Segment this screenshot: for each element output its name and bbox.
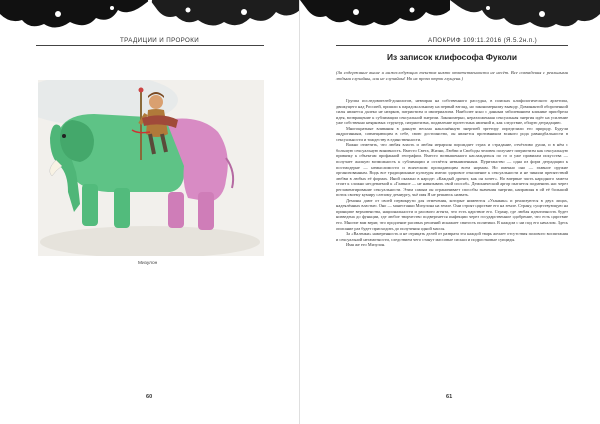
article-body — [336, 98, 568, 248]
article-title: Из записок клифософа Фуколи — [386, 52, 518, 62]
header-rule-left — [36, 45, 264, 46]
running-head-right: АПОКРИФ 109:11.2016 (Я.5.2н.п.) — [428, 37, 538, 44]
page-number-left: 60 — [146, 394, 153, 400]
body-paragraph: Группа исследователей-донологов, невзирая на собственного рассудка, в поисках клифологического архетипа, движущего над Россией, пришли к парадоксальному на первый взгляд, но закономерному выводу. Доминантой обороченной силы является далеко не неарков, патриотизм и империализм. Наиболее ясно с данным заболеванием клинике приобрела идея, возвращение к сублимации сексуальной энергии. Закономерно, неразложенная сексуальная энергия идёт на усиление уже собственно неярковых структур, патриотизма, подавление протестных явлений и, как следствие, общую деградацию. — [336, 98, 568, 126]
body-paragraph-closing: Имя же его Мизулон. — [346, 242, 386, 248]
body-paragraph: Важно отметить, что любая власть и любая иерархия порождает страх и страдание, отчётливо души, и в нём с большую сексуальную виновность. Вместо Света, Жизни, Любви и Свободы человек получает патриотизм как сексуальную привязку к объектам профанной географии. Вместо возвышенного наслаждаться по го и уже правилам искусства — получает жалкую возможность к сублимации и остаётся невыявленным. Пуританство — одна из форм деградации к постмодерне — немыслимости и всяческим пропадающим всем нормам. Но именно оно — главное оружие организованным. Видь все традиционные культуры имели здоровое отношение к сексуальности и не чинили препятствий любви в любых её формах. Иной оказано в народе: «Каждый дрочит, как он хочет». Но впервые часть народного замета стоит к сложно несдеваемой к «Главное — не навязывать свой способ». Демонический аргор пытается подменить нас через регламентирование сексуальности. Этим самым он ограничивает способы значения энергии, направляя в ой её больший поток своему кумиру слепому демиургу, чьё имя Я не решаюсь назвать. — [336, 142, 568, 198]
body-paragraph: Многократные вливания в данную весьма наклонённую энергией эргетору определили его природу. Будучи андрогинным, совмещающим в себе, свою достоинство, он является противником всякого рода равнодбальности в сексуальности и тождеству в единственности. — [336, 125, 568, 142]
header-rule-right — [336, 45, 568, 46]
left-corner-ornament — [0, 0, 300, 32]
body-paragraph: Демоны дают от своей первокрути для отмечения, которые нимеются «Уханкин» и реализуются в двух лицах, надеялённых властью. Оно — манестанки Мизулона на земле. Они строят царствие его на земле. Страну, существующую на принципе верховенства, национальности и расового агента, что есть царствие его. Страну, где любая идентичность будет низведена до функции, где любое творчество подвергнется инфекции через государственное одобрение, что есть царствие его. Многие вам верят, что продление расовых решений искажает святость политики. В каждом с ни под его началом. Здесь описание раз будет присходить до получения одной массы. — [336, 197, 568, 231]
body-paragraph: За «Валенки» намеренность и не отрицать делей от разврата эта каждой тварь желает отсутствия полового воспитания и сексуальной негамотности, следствием чего станут массовые сиськи и подростковые суициды. — [336, 231, 568, 242]
page-number-right: 61 — [446, 394, 453, 400]
right-corner-ornament — [300, 0, 600, 32]
elephant-rider-illustration — [38, 80, 264, 256]
running-head-left: ТРАДИЦИИ И ПРОРОКИ — [120, 37, 200, 44]
article-epigraph: (За содержание выше и нижеследующих текстов никто ответственности не несёт. Все совпадения с реальными людьми случайны, или не случайны! Но их проза отрок глущена.) — [336, 70, 568, 81]
illustration-caption: Мизулон — [138, 261, 158, 266]
